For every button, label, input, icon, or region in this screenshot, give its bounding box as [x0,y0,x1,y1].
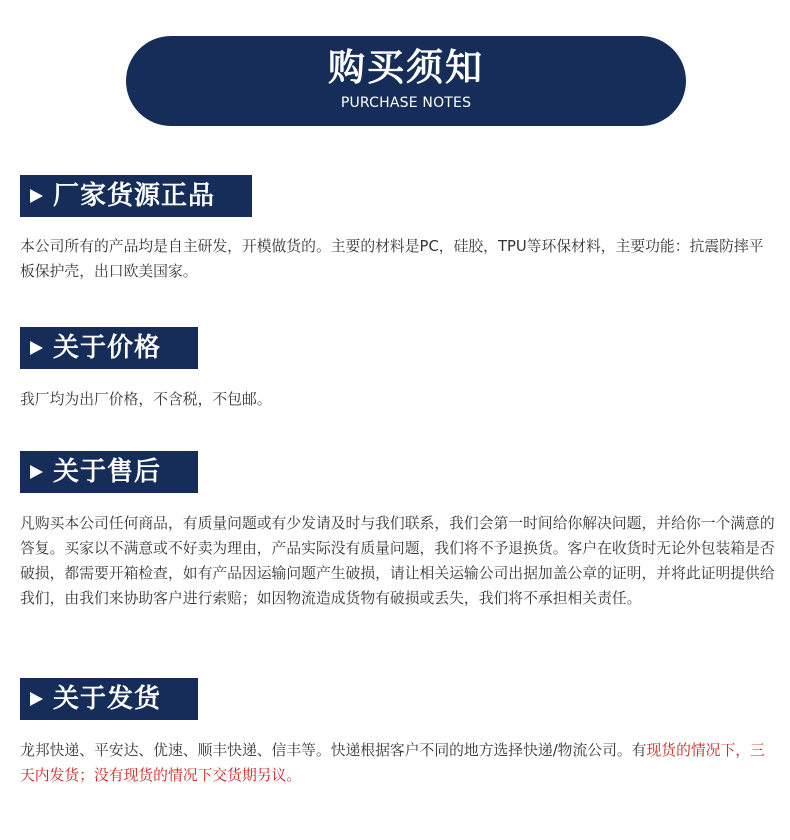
section-text-shipping [20,738,776,788]
banner-title: 购买须知 [328,46,484,89]
arrow-right-icon [30,692,43,706]
section-heading-label: 关于发货 [53,684,162,714]
section-text-after-sales: 凡购买本公司任何商品，有质量问题或有少发请及时与我们联系，我们会第一时间给你解决问题，并给你一个满意的答复。买家以不满意或不好卖为理由，产品实际没有质量问题，我们将不予退换货。客户在收货时无论外包装箱是否破损，都需要开箱检查，如有产品因运输问题产生破损，请让相关运输公司出据加盖公章的证明，并将此证明提供给我们，由我们来协助客户进行索赔；如因物流造成货物有破损或丢失，我们将不承担相关责任。 [20,515,775,607]
section-text-genuine-source: 本公司所有的产品均是自主研发，开模做货的。主要的材料是PC，硅胶，TPU等环保材料，主要功能：抗震防摔平板保护壳，出口欧美国家。 [20,238,764,280]
section-heading-after-sales [20,451,198,493]
section-heading-label: 关于售后 [53,457,162,487]
shipping-highlight-text: 现货的情况下，三天内发货；没有现货的情况下交货期另议。 [20,742,765,784]
purchase-notes-banner [126,36,686,126]
section-heading-shipping [20,678,198,720]
arrow-right-icon [30,465,43,479]
arrow-right-icon [30,189,43,203]
section-heading-price [20,327,198,369]
section-heading-genuine-source [20,175,252,217]
section-heading-label: 关于价格 [53,333,162,363]
section-text-price: 我厂均为出厂价格，不含税，不包邮。 [20,391,272,408]
section-heading-label: 厂家货源正品 [53,181,216,211]
shipping-text: 龙邦快递、平安达、优速、顺丰快递、信丰等。快递根据客户不同的地方选择快递/物流公司。有 [20,742,647,759]
arrow-right-icon [30,341,43,355]
banner-subtitle: PURCHASE NOTES [340,95,472,111]
